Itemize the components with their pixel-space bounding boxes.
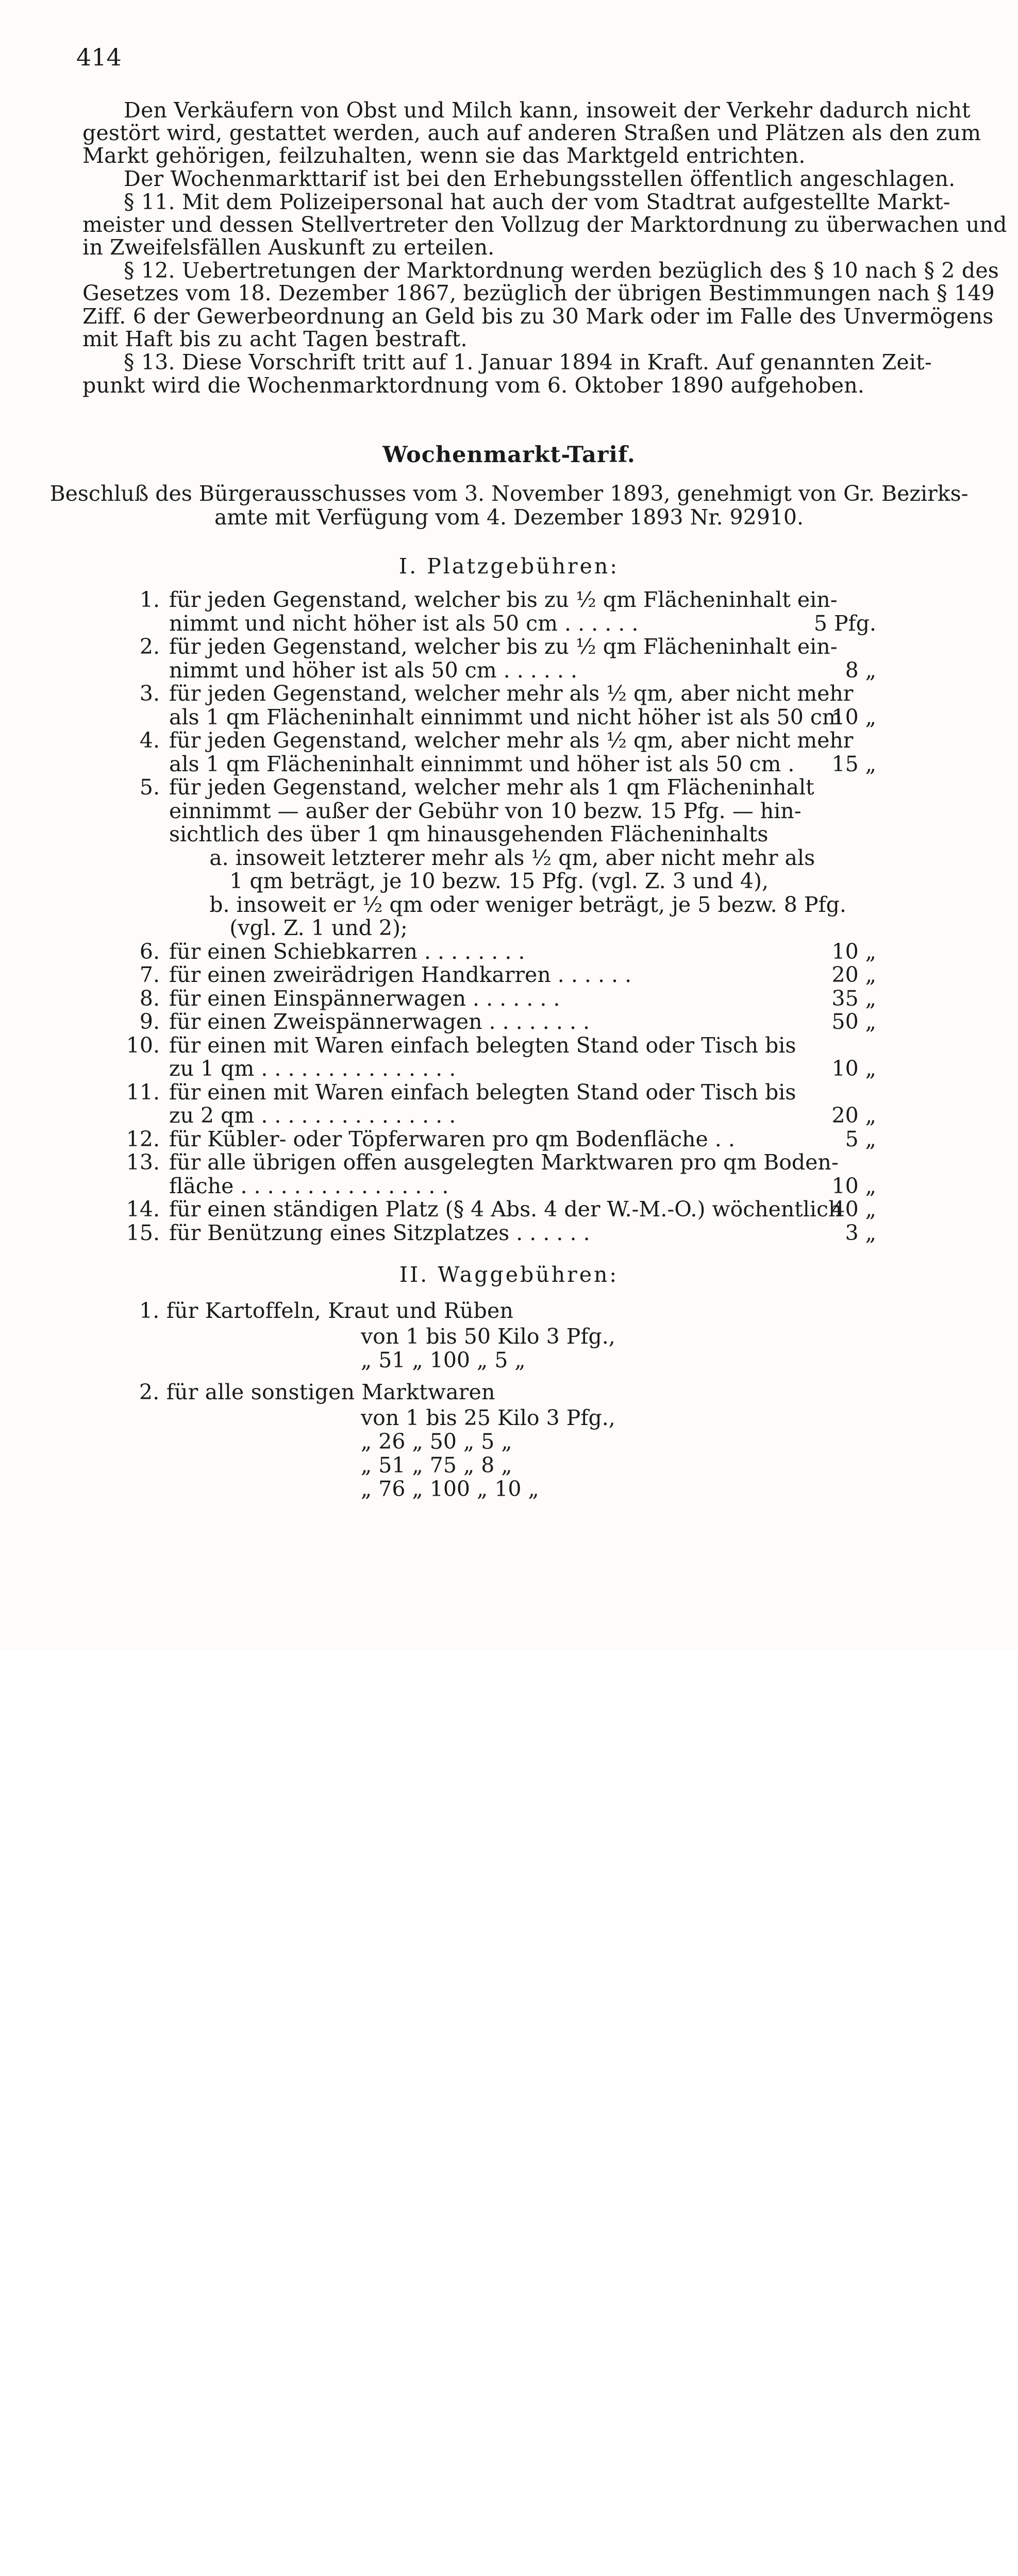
fee-row-text: als 1 qm Flächeninhalt einnimmt und höher ist als 50 cm . — [169, 752, 795, 776]
intro-line: in Zweifelsfällen Auskunft zu erteilen. — [82, 235, 495, 260]
fee-row — [113, 681, 876, 704]
intro-line: Gesetzes vom 18. Dezember 1867, bezüglich der übrigen Bestimmungen nach § 149 — [82, 281, 995, 306]
fee-row-amount: 10 „ — [831, 939, 876, 964]
fee-row — [113, 1150, 876, 1173]
weigh-rate-line: von 1 bis 25 Kilo 3 Pfg., — [361, 1405, 615, 1430]
intro-line: Der Wochenmarkttarif ist bei den Erhebungsstellen öffentlich angeschlagen. — [124, 166, 956, 191]
intro-line: Ziff. 6 der Gewerbeordnung an Geld bis zu 30 Mark oder im Falle des Unvermögens — [82, 304, 994, 329]
fee-row — [113, 1197, 876, 1222]
weigh-rate-line: „ 76 „ 100 „ 10 „ — [361, 1477, 539, 1501]
fee-row-text: für einen ständigen Platz (§ 4 Abs. 4 der W.-M.-O.) wöchentlich — [169, 1197, 842, 1222]
fee-row-number: 3. — [139, 681, 160, 706]
fee-row — [113, 634, 876, 657]
fee-row-text: für einen Zweispännerwagen . . . . . . . . — [169, 1009, 590, 1034]
intro-line: § 13. Diese Vorschrift tritt auf 1. Januar 1894 in Kraft. Auf genannten Zeit- — [124, 350, 932, 375]
fee-row-text: für Benützung eines Sitzplatzes . . . . . . — [169, 1221, 590, 1245]
fee-row — [113, 822, 876, 844]
fee-row-number: 2. — [139, 634, 160, 659]
fee-row-text: für jeden Gegenstand, welcher mehr als ½ qm, aber nicht mehr — [169, 681, 854, 706]
fee-row-text: für einen Schiebkarren . . . . . . . . — [169, 939, 525, 964]
fee-row-text: für einen mit Waren einfach belegten Stand oder Tisch bis — [169, 1080, 796, 1105]
fee-row-text: b. insoweit er ½ qm oder weniger beträgt, je 5 bezw. 8 Pfg. — [169, 892, 846, 917]
fee-row-text: als 1 qm Flächeninhalt einnimmt und nicht höher ist als 50 cm — [169, 705, 842, 730]
fee-row — [113, 1103, 876, 1126]
fee-row-text: für jeden Gegenstand, welcher bis zu ½ qm Flächeninhalt ein- — [169, 587, 838, 612]
fee-row-amount: 10 „ — [831, 1056, 876, 1081]
weigh-item-2: 2. für alle sonstigen Marktwaren — [139, 1380, 495, 1404]
fee-row-amount: 10 „ — [831, 1174, 876, 1198]
intro-line: meister und dessen Stellvertreter den Vollzug der Marktordnung zu überwachen und — [82, 212, 1007, 237]
fee-row-number: 6. — [139, 939, 160, 964]
fee-row — [113, 752, 876, 774]
fee-row — [113, 1056, 876, 1079]
fee-row-number: 4. — [139, 728, 160, 753]
fee-row — [113, 1221, 876, 1243]
intro-line: § 12. Uebertretungen der Marktordnung werden bezüglich des § 10 nach § 2 des — [124, 258, 999, 283]
fee-row-amount: 8 „ — [845, 658, 876, 683]
intro-line: punkt wird die Wochenmarktordnung vom 6. Oktober 1890 aufgehoben. — [82, 373, 865, 398]
fee-row-amount: 40 „ — [831, 1197, 876, 1222]
fee-row-text: für einen mit Waren einfach belegten Stand oder Tisch bis — [169, 1033, 796, 1058]
section-heading-waggebuehren: II. Waggebühren: — [399, 1262, 619, 1287]
fee-row-text: 1 qm beträgt, je 10 bezw. 15 Pfg. (vgl. Z. 3 und 4), — [169, 869, 769, 893]
weigh-rate-line: „ 51 „ 75 „ 8 „ — [361, 1453, 512, 1478]
intro-line: gestört wird, gestattet werden, auch auf anderen Straßen und Plätzen als den zum — [82, 121, 981, 145]
intro-line: § 11. Mit dem Polizeipersonal hat auch der vom Stadtrat aufgestellte Markt- — [124, 190, 950, 214]
fee-row-text: nimmt und höher ist als 50 cm . . . . . . — [169, 658, 577, 683]
fee-row-number: 15. — [126, 1221, 160, 1245]
fee-row-text: zu 2 qm . . . . . . . . . . . . . . . — [169, 1103, 456, 1128]
intro-line: mit Haft bis zu acht Tagen bestraft. — [82, 327, 468, 351]
fee-row-number: 8. — [139, 986, 160, 1011]
weigh-rate-line: „ 51 „ 100 „ 5 „ — [361, 1348, 526, 1372]
fee-row-amount: 20 „ — [831, 962, 876, 987]
weigh-rate-line: „ 26 „ 50 „ 5 „ — [361, 1429, 512, 1454]
fee-row-amount: 5 Pfg. — [813, 611, 876, 636]
fee-row-amount: 10 „ — [831, 705, 876, 730]
fee-row — [113, 845, 876, 868]
intro-line: Markt gehörigen, feilzuhalten, wenn sie das Marktgeld entrichten. — [82, 143, 806, 168]
fee-row-text: nimmt und nicht höher ist als 50 cm . . . . . . — [169, 611, 639, 636]
fee-row — [113, 869, 876, 891]
fee-row — [113, 705, 876, 730]
fee-row-text: für jeden Gegenstand, welcher bis zu ½ qm Flächeninhalt ein- — [169, 634, 838, 659]
fee-row-text: (vgl. Z. 1 und 2); — [169, 916, 408, 940]
fee-row — [113, 1174, 876, 1196]
fee-row — [113, 916, 876, 938]
fee-row-text: a. insoweit letzterer mehr als ½ qm, aber nicht mehr als — [169, 845, 815, 870]
fee-row-number: 12. — [126, 1127, 160, 1151]
fee-row-text: für Kübler- oder Töpferwaren pro qm Bodenfläche . . — [169, 1127, 735, 1151]
fee-row — [113, 611, 876, 634]
fee-row — [113, 587, 876, 610]
resolution-line-1: Beschluß des Bürgerausschusses vom 3. November 1893, genehmigt von Gr. Bezirks- — [49, 481, 969, 506]
intro-line: Den Verkäufern von Obst und Milch kann, insoweit der Verkehr dadurch nicht — [124, 98, 971, 123]
fee-row-amount: 35 „ — [831, 986, 876, 1011]
fee-row — [113, 892, 876, 915]
fee-row-text: für jeden Gegenstand, welcher mehr als 1 qm Flächeninhalt — [169, 775, 814, 800]
fee-row-amount: 50 „ — [831, 1009, 876, 1034]
fee-row-amount: 5 „ — [845, 1127, 876, 1151]
fee-row-number: 7. — [139, 962, 160, 987]
fee-row — [113, 986, 876, 1009]
fee-row-amount: 15 „ — [831, 752, 876, 776]
fee-row-number: 1. — [139, 587, 160, 612]
fee-row-text: zu 1 qm . . . . . . . . . . . . . . . — [169, 1056, 456, 1081]
fee-row-text: für alle übrigen offen ausgelegten Marktwaren pro qm Boden- — [169, 1150, 839, 1175]
fee-row — [113, 775, 876, 798]
fee-row-number: 14. — [126, 1197, 160, 1222]
fee-row-text: für einen zweirädrigen Handkarren . . . . . . — [169, 962, 632, 987]
fee-row — [113, 939, 876, 962]
fee-row-amount: 3 „ — [845, 1221, 876, 1245]
weigh-item-1: 1. für Kartoffeln, Kraut und Rüben — [139, 1298, 514, 1323]
fee-row — [113, 728, 876, 751]
fee-row — [113, 658, 876, 681]
fee-row-number: 9. — [139, 1009, 160, 1034]
fee-row-text: einnimmt — außer der Gebühr von 10 bezw. 15 Pfg. — hin- — [169, 799, 802, 823]
weigh-rate-line: von 1 bis 50 Kilo 3 Pfg., — [361, 1324, 615, 1349]
fee-row — [113, 1033, 876, 1056]
fee-row-text: für jeden Gegenstand, welcher mehr als ½ qm, aber nicht mehr — [169, 728, 854, 753]
page-number: 414 — [76, 43, 122, 71]
fee-row-number: 13. — [126, 1150, 160, 1175]
fee-row-number: 10. — [126, 1033, 160, 1058]
fee-row-text: sichtlich des über 1 qm hinausgehenden Flächeninhalts — [169, 822, 769, 846]
section-heading-platzgebuehren: I. Platzgebühren: — [398, 554, 620, 579]
fee-row-amount: 20 „ — [831, 1103, 876, 1128]
fee-row — [113, 1127, 876, 1149]
tariff-title: Wochenmarkt-Tarif. — [382, 442, 636, 468]
fee-row — [113, 1009, 876, 1032]
footer — [0, 1650, 1018, 1706]
fee-row-number: 11. — [126, 1080, 160, 1105]
fee-row — [113, 799, 876, 821]
fee-row-number: 5. — [139, 775, 160, 800]
fee-row — [113, 962, 876, 985]
fee-row — [113, 1080, 876, 1103]
resolution-line-2: amte mit Verfügung vom 4. Dezember 1893 Nr. 92910. — [214, 505, 804, 530]
fee-row-text: für einen Einspännerwagen . . . . . . . — [169, 986, 560, 1011]
fee-row-text: fläche . . . . . . . . . . . . . . . . — [169, 1174, 449, 1198]
